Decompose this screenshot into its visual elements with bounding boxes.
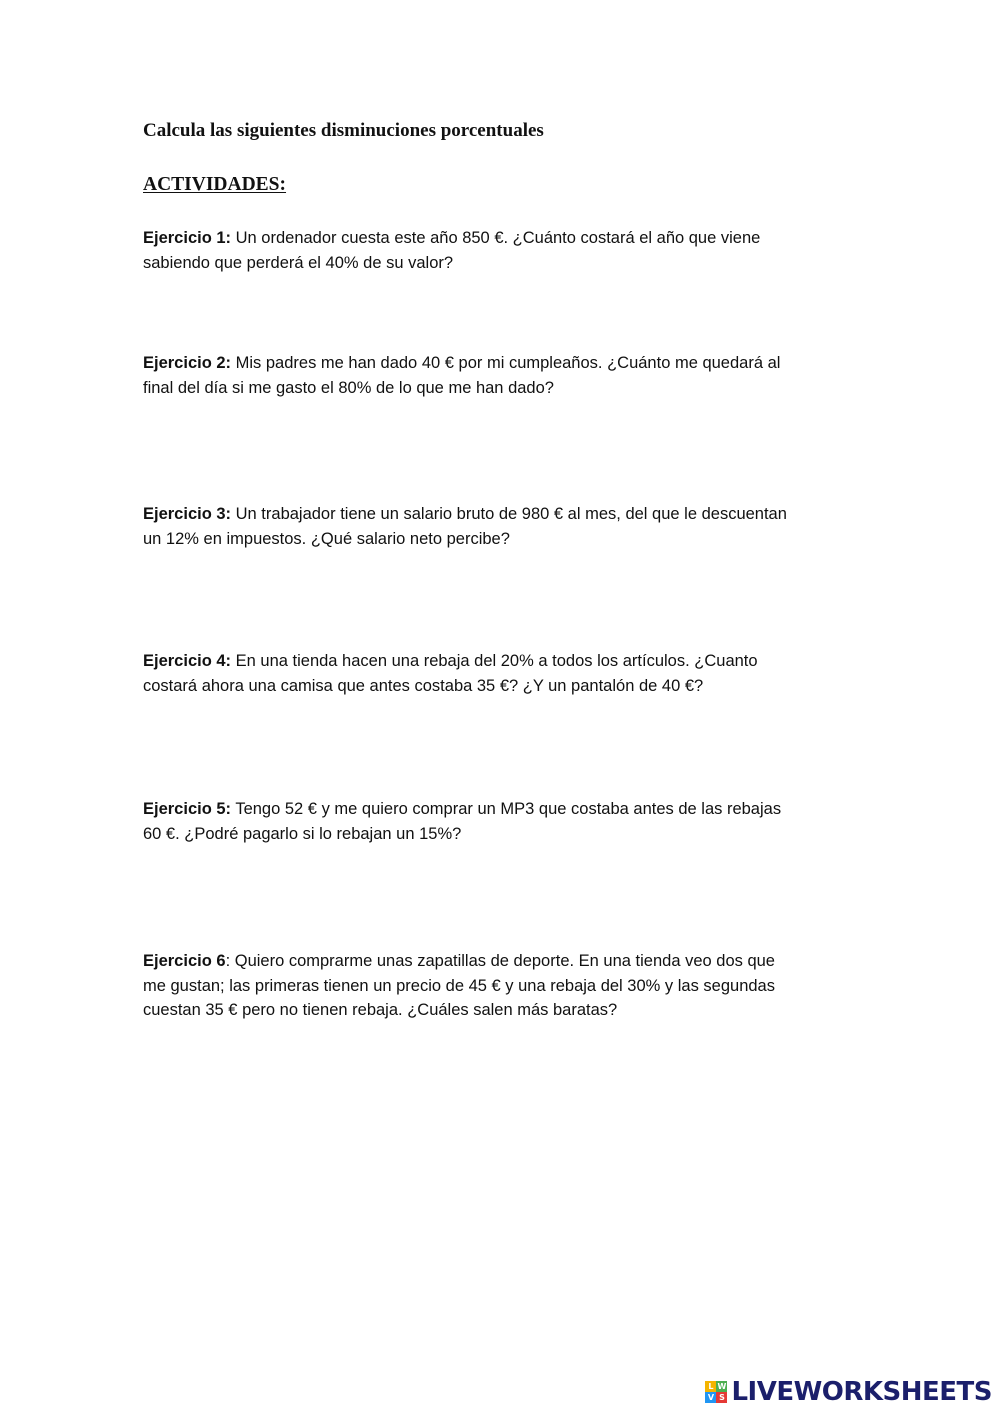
logo-tile: S	[716, 1392, 727, 1403]
exercise-text: Un ordenador cuesta este año 850 €. ¿Cuánto costará el año que viene	[231, 229, 761, 247]
exercise-label: Ejercicio 5:	[143, 800, 232, 818]
exercise-label: Ejercicio 1:	[143, 229, 232, 247]
exercise-text: : Quiero comprarme unas zapatillas de deporte. En una tienda veo dos que	[225, 952, 775, 970]
exercise-5	[143, 797, 868, 846]
exercise-text: final del día si me gasto el 80% de lo que me han dado?	[143, 378, 554, 397]
exercise-line	[143, 502, 868, 527]
exercise-text: sabiendo que perderá el 40% de su valor?	[143, 253, 454, 272]
page-title: Calcula las siguientes disminuciones porcentuales	[143, 120, 544, 141]
exercise-text: Un trabajador tiene un salario bruto de 980 € al mes, del que le descuentan	[231, 505, 787, 523]
liveworksheets-wordmark: LIVEWORKSHEETS	[731, 1377, 992, 1407]
section-heading: ACTIVIDADES:	[143, 174, 287, 195]
exercise-2	[143, 351, 868, 400]
exercise-text: 60 €. ¿Podré pagarlo si lo rebajan un 15%?	[143, 824, 462, 843]
exercise-1	[143, 226, 868, 275]
exercise-text: En una tienda hacen una rebaja del 20% a todos los artículos. ¿Cuanto	[231, 652, 758, 670]
liveworksheets-icon	[705, 1381, 727, 1403]
exercise-line	[143, 797, 868, 822]
exercise-line	[143, 649, 868, 674]
exercise-label: Ejercicio 2:	[143, 354, 232, 372]
exercise-label: Ejercicio 6	[143, 952, 226, 970]
exercise-text: cuestan 35 € pero no tienen rebaja. ¿Cuáles salen más baratas?	[143, 1001, 618, 1019]
exercise-text: me gustan; las primeras tienen un precio de 45 € y una rebaja del 30% y las segundas	[143, 976, 775, 995]
exercise-3	[143, 502, 868, 551]
exercise-text: Mis padres me han dado 40 € por mi cumpleaños. ¿Cuánto me quedará al	[231, 354, 781, 372]
exercise-text: costará ahora una camisa que antes costaba 35 €? ¿Y un pantalón de 40 €?	[143, 676, 704, 695]
exercise-4	[143, 649, 868, 698]
logo-tile: L	[705, 1381, 716, 1392]
logo-tile: V	[705, 1392, 716, 1403]
liveworksheets-logo[interactable]	[705, 1377, 992, 1407]
exercise-line	[143, 949, 868, 974]
logo-tile: W	[717, 1382, 727, 1391]
exercise-line	[143, 226, 868, 251]
exercise-6	[143, 949, 868, 1023]
exercise-label: Ejercicio 4:	[143, 652, 232, 670]
exercise-label: Ejercicio 3:	[143, 505, 232, 523]
exercise-text: Tengo 52 € y me quiero comprar un MP3 que costaba antes de las rebajas	[231, 800, 782, 818]
exercise-line	[143, 351, 868, 376]
exercise-text: un 12% en impuestos. ¿Qué salario neto percibe?	[143, 529, 510, 548]
